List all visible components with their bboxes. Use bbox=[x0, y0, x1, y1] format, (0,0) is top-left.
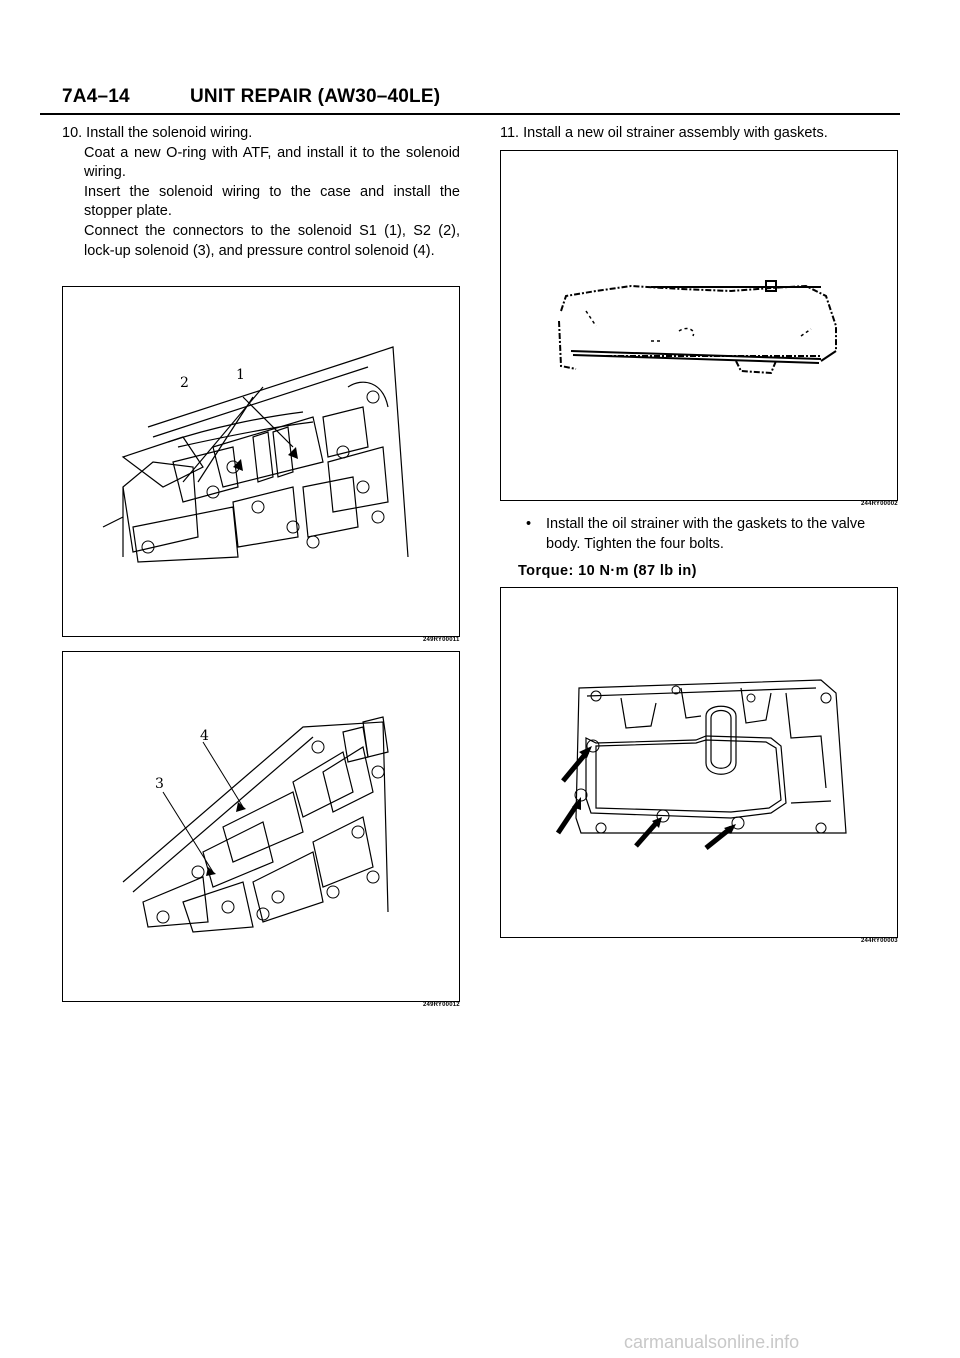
page-header bbox=[62, 86, 440, 108]
figure-solenoid-3-4 bbox=[62, 651, 460, 1002]
step-10-paragraph: Connect the connectors to the solenoid S1 (1), S2 (2), lock-up solenoid (3), and pressure control solenoid (4). bbox=[84, 222, 460, 259]
figure-id: 244RY00002 bbox=[861, 501, 898, 507]
step-10 bbox=[62, 124, 460, 261]
callout-3: 3 bbox=[155, 776, 164, 792]
instruction-bullet bbox=[526, 515, 898, 554]
valve-body-illustration-2 bbox=[63, 652, 459, 1001]
oil-strainer-illustration bbox=[501, 151, 897, 500]
figure-id: 244RY00003 bbox=[861, 938, 898, 944]
step-10-paragraph: Coat a new O-ring with ATF, and install it to the solenoid wiring. bbox=[84, 144, 460, 181]
valve-body-bolts-illustration bbox=[501, 588, 897, 937]
section-title: UNIT REPAIR (AW30–40LE) bbox=[190, 86, 441, 107]
callout-2: 2 bbox=[180, 375, 189, 391]
valve-body-illustration-1 bbox=[63, 287, 459, 636]
figure-oil-strainer bbox=[500, 150, 898, 501]
figure-strainer-bolts bbox=[500, 587, 898, 938]
step-11-title: 11. Install a new oil strainer assembly with gaskets. bbox=[500, 125, 828, 141]
section-code: 7A4–14 bbox=[62, 86, 130, 107]
torque-spec: Torque: 10 N·m (87 lb in) bbox=[518, 563, 697, 579]
callout-1: 1 bbox=[236, 367, 245, 383]
step-10-title: 10. Install the solenoid wiring. bbox=[62, 125, 253, 141]
bullet-dot: • bbox=[526, 516, 532, 532]
figure-id: 249RY00012 bbox=[423, 1002, 460, 1008]
step-10-paragraph: Insert the solenoid wiring to the case and install the stopper plate. bbox=[84, 183, 460, 220]
bullet-text: Install the oil strainer with the gaskets to the valve body. Tighten the four bolts. bbox=[546, 516, 866, 552]
callout-4: 4 bbox=[200, 728, 209, 744]
watermark: carmanualsonline.info bbox=[624, 1332, 800, 1352]
header-rule bbox=[40, 113, 900, 115]
step-11 bbox=[500, 124, 898, 144]
figure-id: 249RY00011 bbox=[423, 637, 460, 643]
figure-solenoid-s1-s2 bbox=[62, 286, 460, 637]
